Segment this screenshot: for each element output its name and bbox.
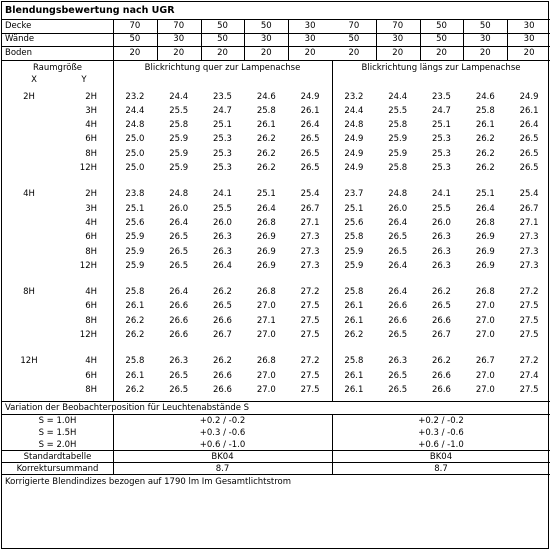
ugr-value-along: 27.0 [475, 384, 495, 395]
ugr-value-along: 24.1 [432, 189, 451, 200]
room-y-value: 6H [85, 301, 97, 312]
ugr-value-along: 26.2 [475, 163, 495, 173]
ugr-value-cross: 25.9 [125, 232, 145, 243]
ugr-value-along: 26.3 [432, 260, 451, 271]
ugr-value-cross: 24.4 [125, 105, 145, 116]
ugr-value-cross: 25.8 [169, 120, 189, 131]
ugr-value-cross: 26.5 [169, 232, 189, 243]
ugr-value-along: 26.5 [519, 134, 539, 145]
column-divider [244, 19, 245, 60]
ugr-value-along: 23.2 [344, 91, 364, 102]
ugr-value-cross: 27.2 [300, 356, 320, 367]
ugr-value-cross: 26.5 [169, 260, 189, 271]
ugr-value-cross: 26.2 [256, 163, 276, 173]
ugr-value-along: 24.7 [432, 105, 451, 116]
ugr-value-along: 25.6 [344, 217, 364, 228]
ugr-value-cross: 27.5 [300, 330, 320, 340]
ugr-value-cross: 26.3 [213, 246, 232, 257]
ugr-value-cross: 26.6 [169, 301, 189, 312]
ugr-value-cross: 25.9 [125, 246, 145, 257]
ugr-value-along: 26.5 [519, 148, 539, 159]
x-axis-label: X [31, 74, 37, 85]
room-y-value: 8H [85, 246, 97, 257]
column-divider [288, 19, 289, 60]
ugr-value-along: 25.9 [388, 148, 408, 159]
label-column-divider [113, 60, 114, 402]
spacing-value-along: +0.2 / -0.2 [418, 415, 464, 426]
room-y-value: 8H [85, 148, 97, 159]
room-x-value: 4H [23, 189, 35, 200]
ugr-value-cross: 25.8 [256, 105, 276, 116]
reflectance-value: 20 [392, 47, 404, 58]
ugr-value-along: 24.9 [344, 134, 364, 145]
footnote: Korrigierte Blendindizes bezogen auf 1790 lm Im Gesamtlichtstrom [5, 477, 292, 487]
column-divider [376, 19, 377, 60]
ugr-value-along: 26.3 [432, 232, 451, 243]
ugr-value-cross: 24.1 [213, 189, 232, 200]
room-y-value: 6H [85, 370, 97, 381]
spacing-label: S = 1.0H [38, 415, 77, 426]
column-divider [463, 19, 464, 60]
room-y-value: 6H [85, 232, 97, 243]
ugr-value-cross: 26.5 [169, 384, 189, 395]
ugr-value-along: 25.9 [388, 134, 408, 145]
variation-column-divider [332, 414, 333, 474]
spacing-value-cross: +0.6 / -1.0 [199, 439, 246, 450]
ugr-value-cross: 26.4 [300, 120, 320, 131]
variation-column-divider [113, 414, 114, 474]
column-divider [507, 19, 508, 60]
ugr-value-along: 26.2 [432, 356, 451, 367]
ugr-value-cross: 26.2 [256, 148, 276, 159]
ugr-value-along: 27.2 [519, 356, 539, 367]
reflectance-value: 30 [304, 34, 316, 44]
ugr-value-along: 26.4 [388, 217, 408, 228]
ugr-value-cross: 25.1 [213, 120, 232, 131]
body-bottom-divider [2, 401, 550, 402]
room-y-value: 3H [85, 105, 97, 116]
ugr-value-cross: 26.7 [300, 203, 320, 214]
ugr-value-along: 24.4 [344, 105, 364, 116]
ugr-value-along: 26.7 [432, 330, 451, 340]
ugr-value-cross: 26.6 [169, 315, 189, 326]
ugr-value-cross: 26.4 [169, 287, 189, 298]
room-y-value: 12H [79, 260, 97, 271]
direction-divider [332, 60, 333, 402]
reflectance-value: 20 [260, 47, 272, 58]
correction-along: 8.7 [434, 463, 448, 474]
reflectance-value: 70 [348, 20, 360, 31]
ugr-value-along: 25.9 [344, 260, 364, 271]
ugr-value-along: 26.5 [388, 384, 408, 395]
ugr-value-cross: 25.9 [125, 260, 145, 271]
ugr-value-cross: 26.1 [256, 120, 276, 131]
ugr-value-cross: 25.1 [125, 203, 145, 214]
ugr-value-cross: 25.8 [125, 287, 145, 298]
y-axis-label: Y [81, 74, 87, 85]
ugr-value-cross: 26.1 [125, 301, 145, 312]
ugr-value-along: 26.5 [388, 232, 408, 243]
reflectance-value: 50 [348, 34, 360, 44]
ugr-value-cross: 27.0 [256, 370, 276, 381]
ugr-value-cross: 25.5 [169, 105, 189, 116]
ugr-value-along: 25.8 [344, 232, 364, 243]
reflectance-value: 30 [479, 34, 491, 44]
ugr-value-cross: 26.2 [125, 315, 145, 326]
ugr-value-cross: 26.9 [256, 232, 276, 243]
ugr-value-cross: 25.9 [169, 134, 189, 145]
ugr-value-along: 26.1 [344, 301, 364, 312]
ugr-value-along: 25.9 [344, 246, 364, 257]
reflectance-value: 50 [260, 20, 272, 31]
ugr-value-cross: 23.5 [213, 91, 232, 102]
ugr-value-along: 25.1 [432, 120, 451, 131]
ugr-value-along: 26.5 [388, 246, 408, 257]
ugr-value-along: 26.5 [388, 330, 408, 340]
room-x-value: 12H [20, 356, 38, 367]
ugr-value-along: 23.7 [344, 189, 364, 200]
room-size-label: Raumgröße [32, 62, 83, 73]
ugr-value-along: 26.6 [388, 315, 408, 326]
ugr-value-cross: 27.0 [256, 330, 276, 340]
reflectance-value: 20 [217, 47, 228, 58]
ugr-value-cross: 26.3 [169, 356, 189, 367]
ugr-value-cross: 24.4 [169, 91, 189, 102]
room-y-value: 4H [85, 356, 97, 367]
reflectance-value: 30 [392, 34, 404, 44]
ugr-value-along: 26.2 [344, 330, 364, 340]
ugr-value-along: 25.3 [432, 134, 451, 145]
ugr-value-cross: 26.4 [169, 217, 189, 228]
ugr-value-cross: 25.0 [125, 148, 145, 159]
ugr-value-along: 26.1 [344, 315, 364, 326]
column-divider [420, 19, 421, 60]
ugr-value-cross: 27.3 [300, 246, 320, 257]
ugr-value-along: 25.8 [388, 163, 408, 173]
ugr-value-along: 26.2 [432, 287, 451, 298]
ugr-value-along: 25.5 [432, 203, 451, 214]
ugr-value-cross: 25.8 [125, 356, 145, 367]
ugr-value-along: 25.1 [344, 203, 364, 214]
reflectance-value: 50 [129, 34, 141, 44]
ugr-value-cross: 27.0 [256, 301, 276, 312]
ugr-value-cross: 27.5 [300, 301, 320, 312]
ugr-value-along: 26.5 [388, 370, 408, 381]
ugr-value-along: 26.4 [475, 203, 495, 214]
ugr-value-along: 26.6 [432, 370, 451, 381]
ugr-value-along: 24.4 [388, 91, 408, 102]
reflectance-value: 70 [129, 20, 141, 31]
ugr-value-cross: 25.9 [169, 163, 189, 173]
ugr-value-cross: 25.0 [125, 163, 145, 173]
spacing-value-cross: +0.2 / -0.2 [199, 415, 246, 426]
spacing-value-cross: +0.3 / -0.6 [199, 427, 246, 438]
spacing-label: S = 2.0H [38, 439, 77, 450]
room-x-value: 8H [23, 287, 35, 298]
ugr-value-along: 26.3 [432, 246, 451, 257]
ugr-value-cross: 26.4 [256, 203, 276, 214]
ugr-value-along: 27.0 [475, 301, 495, 312]
ugr-value-cross: 27.5 [300, 384, 320, 395]
room-y-value: 12H [79, 330, 97, 340]
ugr-value-cross: 26.6 [169, 330, 189, 340]
reflectance-value: 20 [129, 47, 141, 58]
ugr-value-along: 24.8 [344, 120, 364, 131]
ugr-value-along: 25.8 [344, 356, 364, 367]
direction-cross-label: Blickrichtung quer zur Lampenachse [144, 62, 301, 73]
ugr-value-along: 26.1 [475, 120, 495, 131]
ugr-value-cross: 26.1 [300, 105, 320, 116]
reflectance-value: 30 [173, 34, 185, 44]
room-y-value: 4H [85, 217, 97, 228]
reflectance-value: 20 [436, 47, 447, 58]
ugr-value-along: 26.1 [519, 105, 539, 116]
ugr-value-cross: 26.5 [213, 301, 232, 312]
ugr-value-along: 24.6 [475, 91, 495, 102]
reflectance-label-2: Boden [5, 47, 33, 58]
ugr-value-along: 27.4 [519, 370, 539, 381]
ugr-value-cross: 23.8 [125, 189, 145, 200]
ugr-value-along: 26.4 [388, 260, 408, 271]
ugr-value-along: 24.8 [388, 189, 408, 200]
ugr-value-along: 27.1 [519, 217, 539, 228]
room-y-value: 2H [85, 189, 97, 200]
reflectance-value: 70 [173, 20, 185, 31]
ugr-value-along: 27.3 [519, 232, 539, 243]
ugr-value-cross: 26.1 [125, 370, 145, 381]
ugr-value-cross: 26.8 [256, 217, 276, 228]
ugr-value-along: 27.0 [475, 330, 495, 340]
ugr-value-along: 26.4 [519, 120, 539, 131]
ugr-value-cross: 27.3 [300, 232, 320, 243]
ugr-value-along: 26.0 [388, 203, 408, 214]
ugr-value-cross: 26.2 [256, 134, 276, 145]
ugr-value-along: 26.9 [475, 246, 495, 257]
ugr-value-cross: 26.5 [300, 134, 320, 145]
ugr-value-cross: 27.1 [300, 217, 320, 228]
ugr-value-cross: 26.9 [256, 260, 276, 271]
ugr-value-cross: 26.4 [213, 260, 232, 271]
ugr-value-along: 25.5 [388, 105, 408, 116]
ugr-value-along: 27.3 [519, 260, 539, 271]
ugr-value-along: 26.9 [475, 232, 495, 243]
table-title: Blendungsbewertung nach UGR [5, 5, 175, 16]
reflectance-value: 70 [392, 20, 404, 31]
ugr-value-along: 25.8 [388, 120, 408, 131]
ugr-value-cross: 26.9 [256, 246, 276, 257]
ugr-value-along: 26.5 [519, 163, 539, 173]
ugr-value-cross: 26.8 [256, 356, 276, 367]
column-divider [157, 19, 158, 60]
room-y-value: 8H [85, 384, 97, 395]
ugr-value-along: 25.3 [432, 163, 451, 173]
ugr-value-along: 25.1 [475, 189, 495, 200]
ugr-value-cross: 27.2 [300, 287, 320, 298]
ugr-value-along: 24.9 [344, 148, 364, 159]
reflectance-value: 20 [348, 47, 360, 58]
reflectance-value: 20 [479, 47, 491, 58]
reflectance-label-1: Wände [5, 34, 35, 44]
ugr-value-cross: 25.5 [213, 203, 232, 214]
ugr-value-along: 23.5 [432, 91, 451, 102]
ugr-value-along: 26.7 [519, 203, 539, 214]
ugr-value-along: 26.6 [432, 384, 451, 395]
ugr-value-along: 24.9 [344, 163, 364, 173]
room-y-value: 4H [85, 287, 97, 298]
ugr-value-along: 27.5 [519, 315, 539, 326]
reflectance-value: 50 [217, 20, 228, 31]
ugr-value-cross: 26.5 [169, 370, 189, 381]
ugr-value-along: 26.3 [388, 356, 408, 367]
reflectance-value: 50 [436, 34, 447, 44]
ugr-value-along: 27.3 [519, 246, 539, 257]
ugr-value-along: 25.4 [519, 189, 539, 200]
reflectance-value: 30 [260, 34, 272, 44]
ugr-value-cross: 27.5 [300, 315, 320, 326]
ugr-value-along: 26.0 [432, 217, 451, 228]
ugr-value-cross: 27.5 [300, 370, 320, 381]
ugr-value-cross: 27.3 [300, 260, 320, 271]
reflectance-value: 30 [304, 20, 316, 31]
ugr-value-cross: 26.2 [213, 287, 232, 298]
ugr-value-cross: 24.6 [256, 91, 276, 102]
ugr-value-along: 27.0 [475, 370, 495, 381]
standard-table-cross: BK04 [211, 451, 234, 462]
variation-title: Variation der Beobachterposition für Leuchtenabstände S [5, 403, 250, 413]
column-divider [201, 19, 202, 60]
room-y-value: 12H [79, 163, 97, 173]
ugr-value-along: 26.8 [475, 217, 495, 228]
ugr-value-along: 26.2 [475, 148, 495, 159]
ugr-value-along: 26.1 [344, 370, 364, 381]
ugr-value-cross: 26.0 [169, 203, 189, 214]
spacing-value-along: +0.3 / -0.6 [418, 427, 464, 438]
direction-along-label: Blickrichtung längs zur Lampenachse [361, 62, 521, 73]
ugr-value-cross: 24.9 [300, 91, 320, 102]
ugr-value-along: 26.4 [388, 287, 408, 298]
ugr-value-along: 27.0 [475, 315, 495, 326]
ugr-value-cross: 26.6 [213, 315, 232, 326]
ugr-value-cross: 25.3 [213, 163, 232, 173]
ugr-value-cross: 25.6 [125, 217, 145, 228]
ugr-value-cross: 24.8 [125, 120, 145, 131]
correction-label: Korrektursummand [16, 463, 99, 474]
room-x-value: 2H [23, 91, 35, 102]
ugr-value-cross: 26.2 [213, 356, 232, 367]
room-y-value: 4H [85, 120, 97, 131]
ugr-value-cross: 25.3 [213, 148, 232, 159]
correction-cross: 8.7 [215, 463, 230, 474]
ugr-value-along: 26.6 [432, 315, 451, 326]
correction-divider [2, 474, 550, 475]
ugr-value-cross: 26.3 [213, 232, 232, 243]
room-y-value: 3H [85, 203, 97, 214]
reflectance-label-0: Decke [5, 20, 32, 31]
reflectance-value: 50 [479, 20, 491, 31]
ugr-value-along: 26.5 [432, 301, 451, 312]
ugr-value-along: 26.1 [344, 384, 364, 395]
ugr-value-along: 26.8 [475, 287, 495, 298]
ugr-value-along: 26.7 [475, 356, 495, 367]
standard-table-label: Standardtabelle [23, 451, 92, 462]
ugr-value-along: 27.5 [519, 330, 539, 340]
ugr-value-cross: 26.6 [213, 370, 232, 381]
ugr-value-along: 25.3 [432, 148, 451, 159]
spacing-value-along: +0.6 / -1.0 [418, 439, 464, 450]
reflectance-value: 50 [436, 20, 447, 31]
ugr-value-cross: 26.6 [213, 384, 232, 395]
ugr-value-cross: 25.4 [300, 189, 320, 200]
ugr-value-cross: 25.3 [213, 134, 232, 145]
ugr-value-cross: 25.1 [256, 189, 276, 200]
ugr-value-along: 27.5 [519, 301, 539, 312]
room-y-value: 2H [85, 91, 97, 102]
reflectance-value: 30 [523, 34, 535, 44]
ugr-value-cross: 26.2 [125, 384, 145, 395]
divider [113, 19, 114, 60]
room-y-value: 6H [85, 134, 97, 145]
ugr-value-cross: 23.2 [125, 91, 145, 102]
ugr-value-cross: 25.0 [125, 134, 145, 145]
ugr-value-along: 27.5 [519, 384, 539, 395]
reflectance-value: 20 [173, 47, 185, 58]
ugr-value-cross: 27.0 [256, 384, 276, 395]
reflectance-value: 30 [523, 20, 535, 31]
ugr-value-cross: 25.9 [169, 148, 189, 159]
ugr-value-along: 27.2 [519, 287, 539, 298]
ugr-value-along: 24.9 [519, 91, 539, 102]
ugr-value-cross: 26.0 [213, 217, 232, 228]
ugr-value-along: 26.9 [475, 260, 495, 271]
ugr-value-cross: 26.7 [213, 330, 232, 340]
ugr-value-cross: 26.5 [169, 246, 189, 257]
ugr-value-cross: 24.8 [169, 189, 189, 200]
ugr-value-cross: 26.8 [256, 287, 276, 298]
ugr-value-along: 25.8 [475, 105, 495, 116]
ugr-value-cross: 26.5 [300, 163, 320, 173]
reflectance-value: 50 [217, 34, 228, 44]
ugr-value-along: 26.2 [475, 134, 495, 145]
ugr-value-cross: 24.7 [213, 105, 232, 116]
ugr-value-along: 25.8 [344, 287, 364, 298]
standard-table-along: BK04 [429, 451, 453, 462]
reflectance-value: 20 [304, 47, 316, 58]
ugr-value-along: 26.6 [388, 301, 408, 312]
room-y-value: 8H [85, 315, 97, 326]
ugr-value-cross: 26.2 [125, 330, 145, 340]
ugr-value-cross: 27.1 [256, 315, 276, 326]
reflectance-value: 20 [523, 47, 535, 58]
spacing-label: S = 1.5H [38, 427, 77, 438]
ugr-glare-table [1, 1, 549, 549]
ugr-value-cross: 26.5 [300, 148, 320, 159]
